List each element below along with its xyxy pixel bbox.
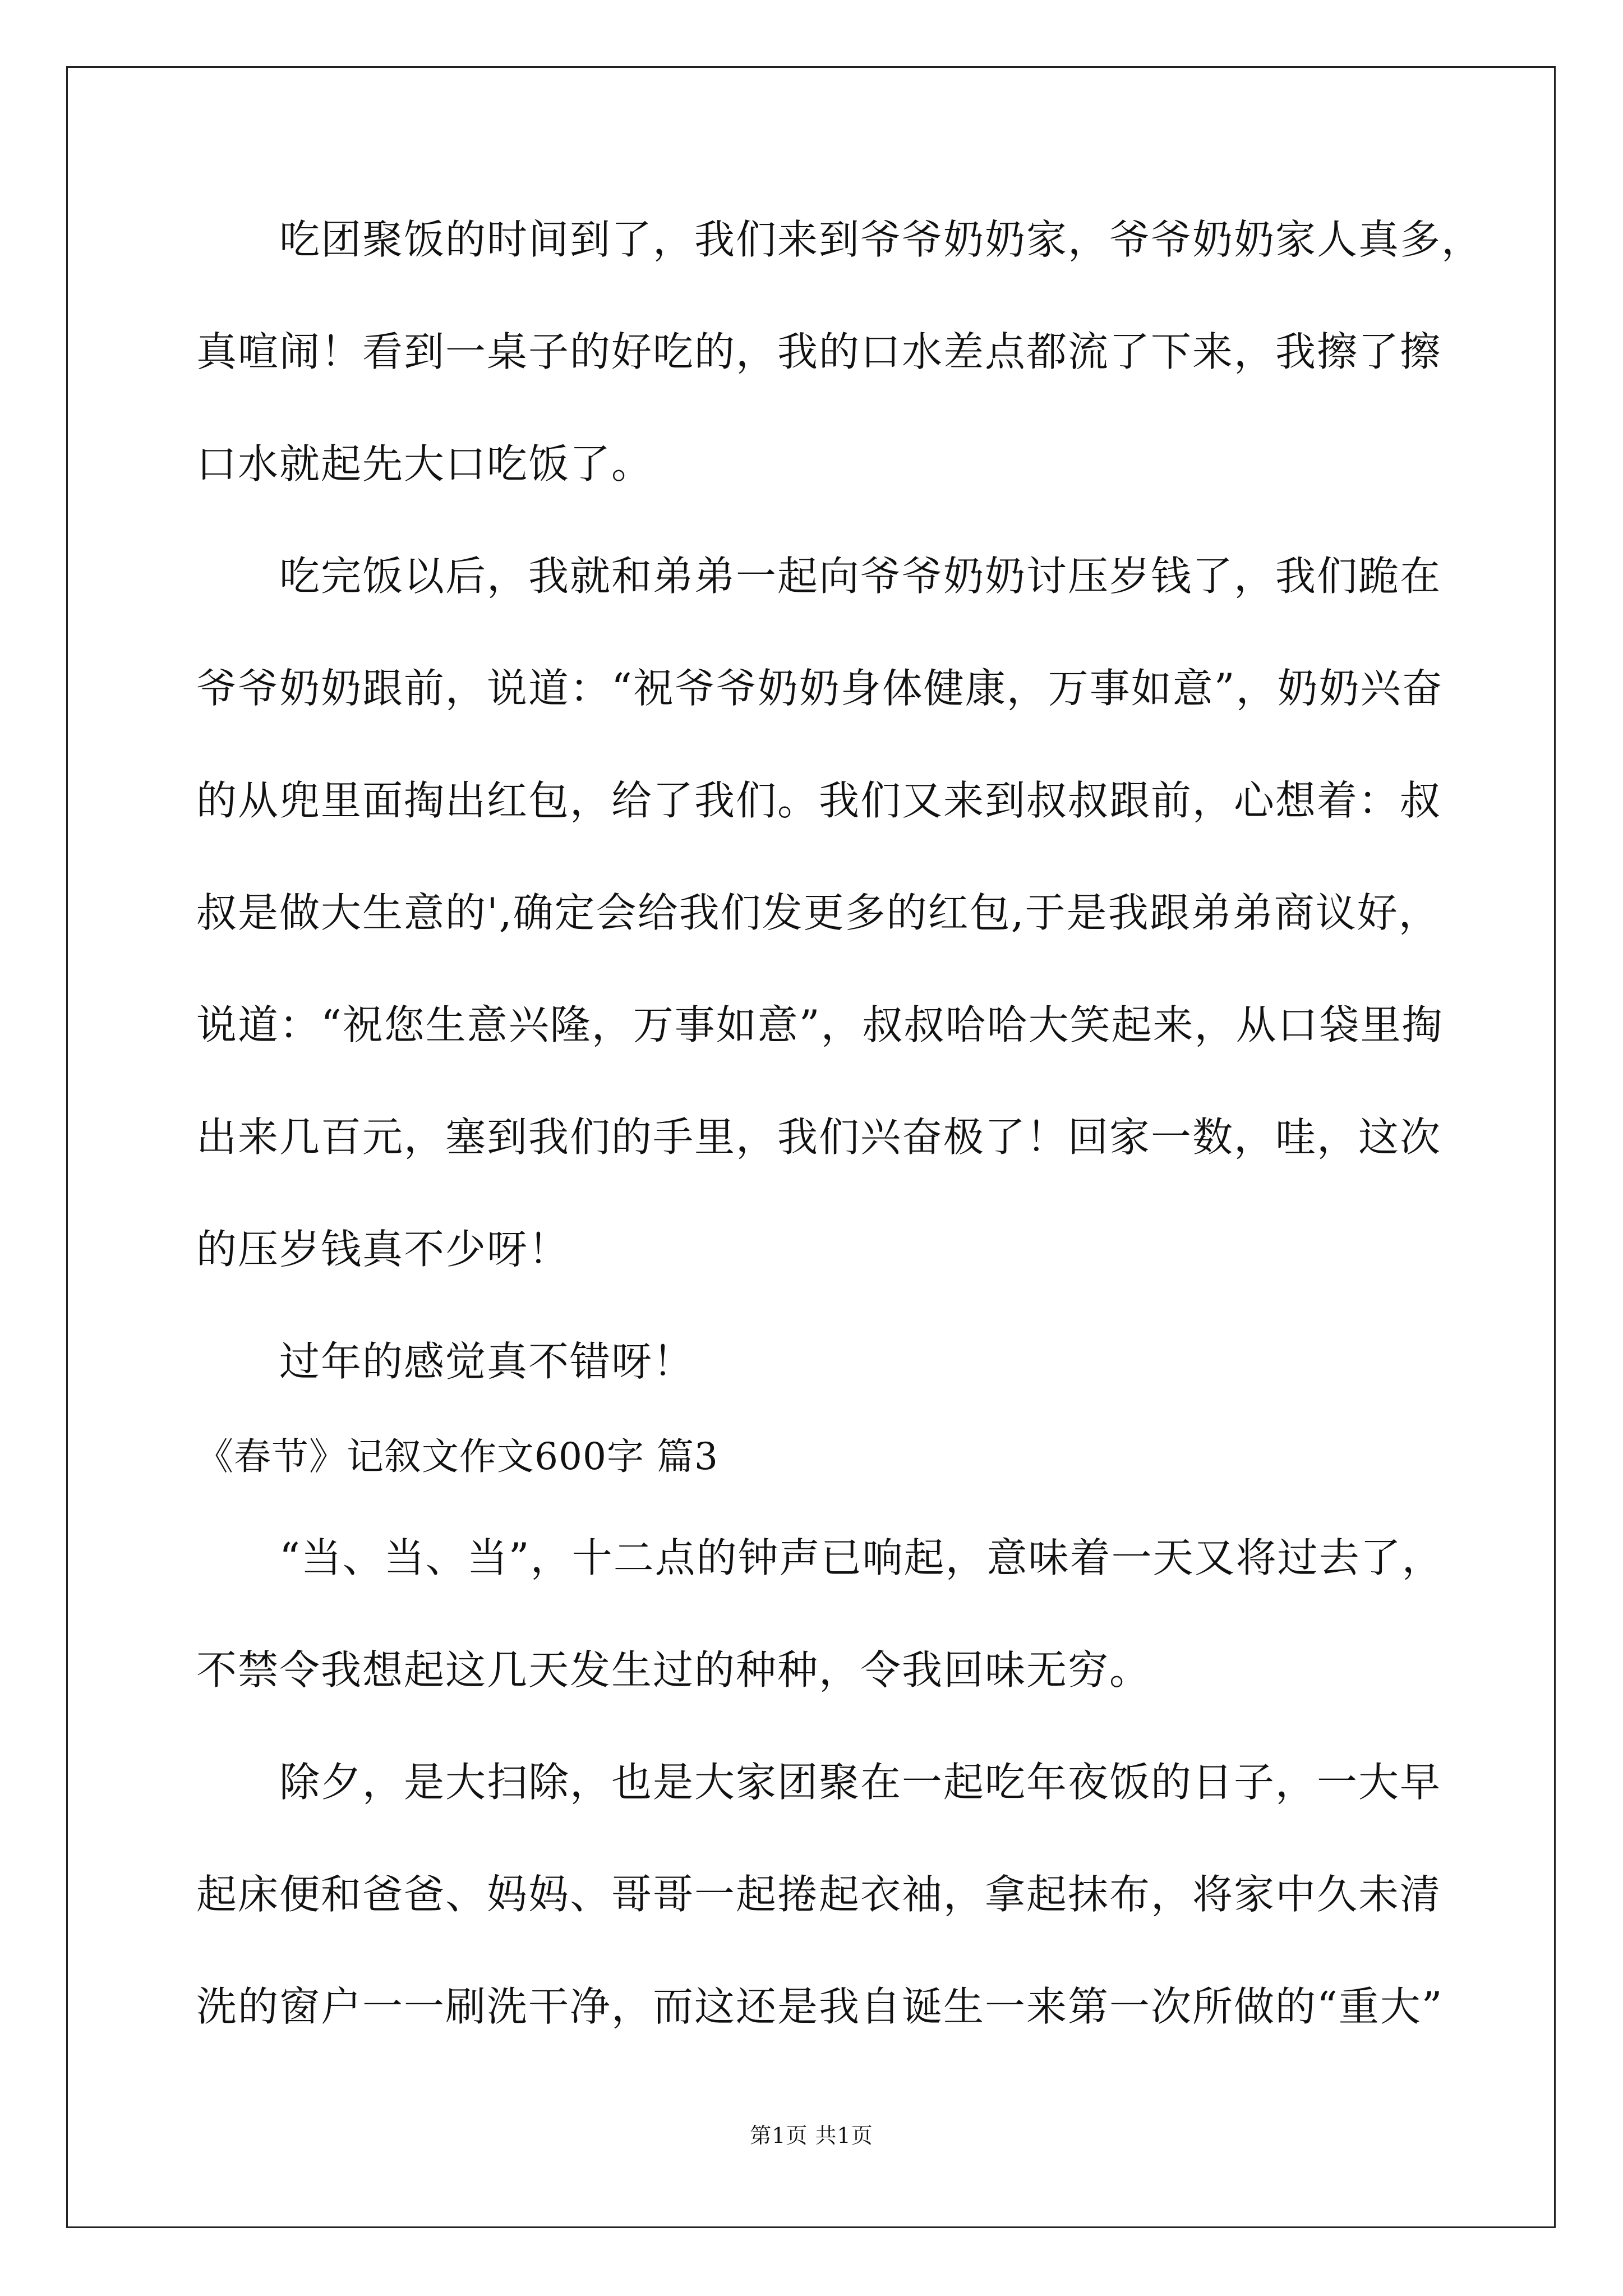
text-line: 的从兜里面掏出红包，给了我们。我们又来到叔叔跟前，心想着：叔	[196, 777, 1442, 824]
text-line: 口水就起先大口吃饭了。	[196, 440, 653, 487]
text-line: 爷爷奶奶跟前，说道：“祝爷爷奶奶身体健康，万事如意”，奶奶兴奋	[196, 665, 1444, 712]
text-line: 叔是做大生意的',确定会给我们发更多的红包,于是我跟弟弟商议好，	[196, 889, 1440, 936]
text-line: “当、当、当”，十二点的钟声已响起，意味着一天又将过去了，	[196, 1534, 1444, 1581]
text-line: 吃完饭以后，我就和弟弟一起向爷爷奶奶讨压岁钱了，我们跪在	[196, 553, 1442, 600]
text-line: 不禁令我想起这几天发生过的种种，令我回味无穷。	[196, 1646, 1151, 1694]
text-line: 真喧闹！看到一桌子的好吃的，我的口水差点都流了下来，我擦了擦	[196, 328, 1442, 375]
text-line: 除夕，是大扫除，也是大家团聚在一起吃年夜饭的日子，一大早	[196, 1759, 1442, 1806]
text-line: 起床便和爸爸、妈妈、哥哥一起捲起衣袖，拿起抹布，将家中久未清	[196, 1871, 1442, 1918]
section-heading: 《春节》记叙文作文600字 篇3	[196, 1435, 718, 1478]
text-line: 洗的窗户一一刷洗干净，而这还是我自诞生一来第一次所做的“重大”	[196, 1983, 1444, 2030]
text-line: 的压岁钱真不少呀！	[196, 1226, 570, 1273]
text-line: 吃团聚饭的时间到了，我们来到爷爷奶奶家，爷爷奶奶家人真多，	[196, 216, 1483, 263]
text-line: 说道：“祝您生意兴隆，万事如意”，叔叔哈哈大笑起来，从口袋里掏	[196, 1001, 1444, 1048]
page-footer: 第1页 共1页	[750, 2123, 873, 2148]
text-line: 出来几百元，塞到我们的手里，我们兴奋极了！回家一数，哇，这次	[196, 1114, 1442, 1161]
text-line: 过年的感觉真不错呀！	[196, 1338, 695, 1385]
